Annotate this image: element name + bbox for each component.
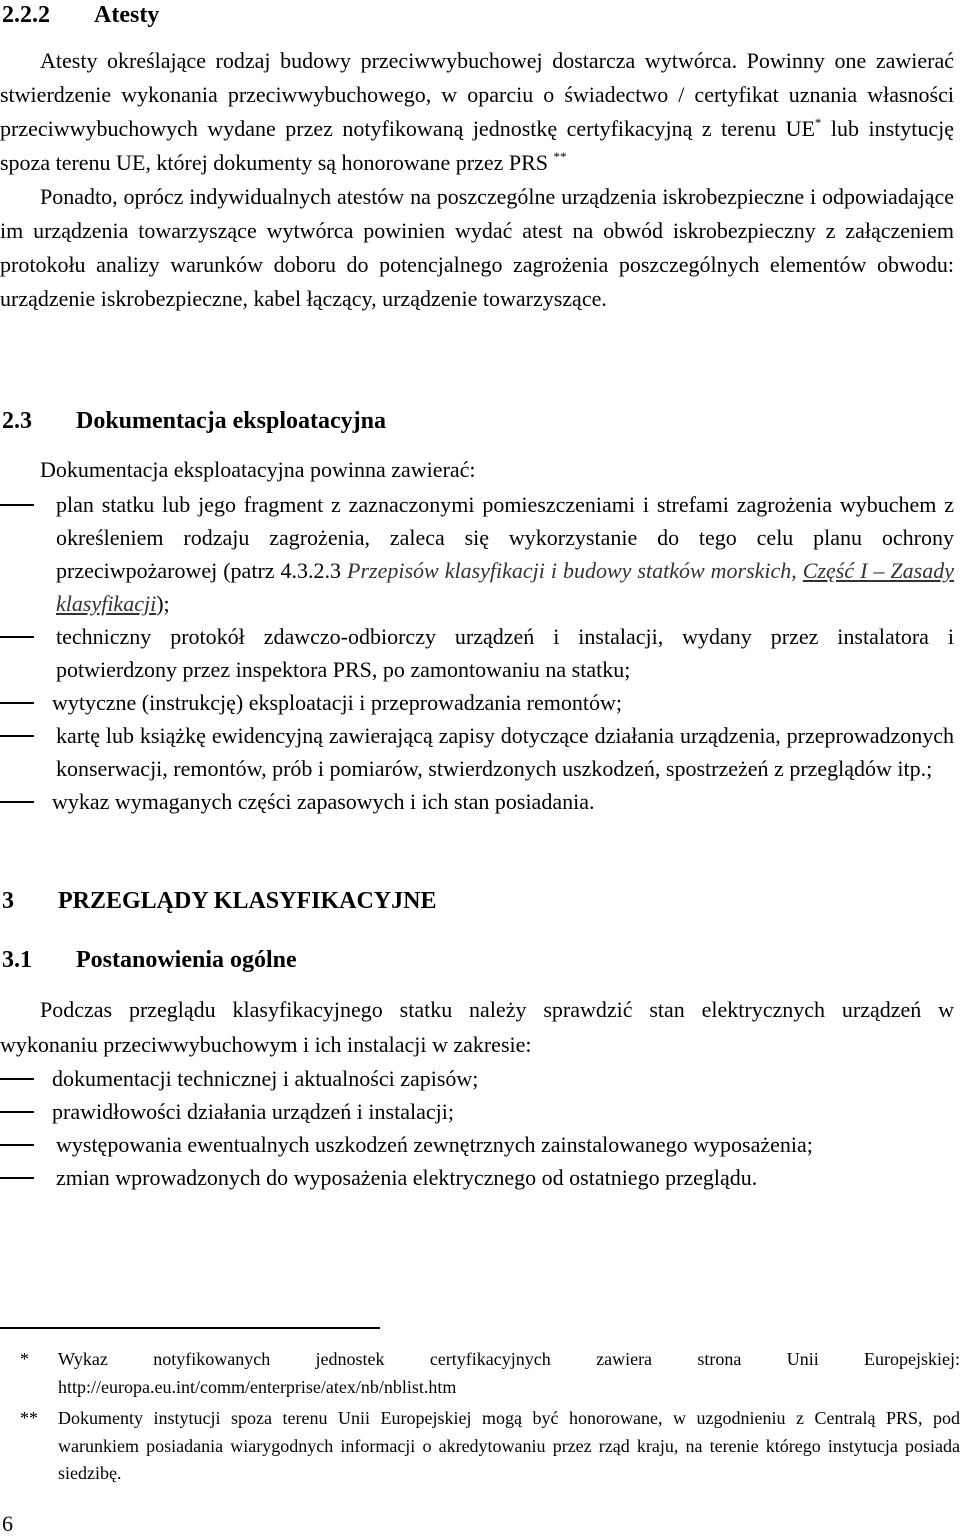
dash-bullet [0, 1144, 34, 1146]
heading-2-2-2 [2, 0, 159, 30]
heading-number: 2.2.2 [2, 2, 50, 28]
heading-number: 3.1 [2, 947, 32, 973]
heading-3-1 [2, 945, 297, 975]
footnote-1 [0, 1346, 960, 1401]
text: zmian wprowadzonych do wyposażenia elektrycznego od ostatniego przeglądu. [56, 1165, 758, 1190]
list-item [0, 686, 954, 719]
footnote-separator [0, 1327, 380, 1329]
text: dokumentacji technicznej i aktualności zapisów; [52, 1066, 479, 1091]
footnote-mark: * [20, 1349, 29, 1369]
inspection-list [0, 1062, 954, 1194]
text: lub instytucję spoza terenu UE, której dokumenty są honorowane przez PRS [0, 116, 955, 175]
dash-bullet [0, 702, 34, 704]
heading-title: Postanowienia ogólne [76, 947, 297, 973]
doc-list [0, 488, 954, 818]
text: prawidłowości działania urządzeń i instalacji; [52, 1099, 454, 1124]
section-2-2-2-body [0, 44, 954, 316]
text: plan statku lub jego fragment z zaznaczonymi pomieszczeniami i strefami zagrożenia wybuchem z określeniem rodzaju zagrożenia, zaleca się wykorzystanie do tego celu planu ochrony przeciwpożarowej (patrz 4.3.2.3 [56, 492, 954, 583]
heading-title: PRZEGLĄDY KLASYFIKACYJNE [58, 888, 437, 914]
text-italic-underline: Część I – Zasady klasyfikacji [56, 558, 954, 616]
footnote-text: Wykaz notyfikowanych jednostek certyfikacyjnych zawiera strona Unii Europejskiej: http://europa.eu.int/comm/enterprise/atex/nb/nblist.htm [58, 1349, 960, 1397]
text: kartę lub książkę ewidencyjną zawierającą zapisy dotyczące działania urządzenia, przeprowadzonych konserwacji, remontów, prób i pomiarów, stwierdzonych uszkodzeń, spostrzeżeń z przeglądów itp.; [56, 723, 954, 781]
text: wykaz wymaganych części zapasowych i ich stan posiadania. [52, 789, 595, 814]
text: techniczny protokół zdawczo-odbiorczy urządzeń i instalacji, wydany przez instalatora i potwierdzony przez inspektora PRS, po zamontowaniu na statku; [56, 624, 954, 682]
list-item [0, 1095, 954, 1128]
heading-title: Dokumentacja eksploatacyjna [76, 408, 386, 434]
footnote-ref: ** [553, 149, 567, 164]
paragraph-intro: Dokumentacja eksploatacyjna powinna zawierać: [40, 457, 476, 482]
heading-3 [2, 886, 436, 916]
footnote-2 [0, 1405, 960, 1488]
heading-title: Atesty [94, 2, 160, 28]
dash-bullet [0, 801, 34, 803]
text-italic: Przepisów klasyfikacji i budowy statków morskich, [347, 558, 803, 583]
heading-number: 3 [2, 888, 14, 914]
list-item [0, 620, 954, 686]
dash-bullet [0, 636, 34, 638]
dash-bullet [0, 504, 34, 506]
dash-bullet [0, 1111, 34, 1113]
text: ); [156, 591, 170, 616]
section-3-1-body [0, 992, 954, 1194]
heading-number: 2.3 [2, 408, 32, 434]
text: wytyczne (instrukcję) eksploatacji i przeprowadzania remontów; [52, 690, 622, 715]
footnote-ref: * [814, 115, 822, 130]
list-item [0, 1161, 954, 1194]
text: Atesty określające rodzaj budowy przeciwwybuchowej dostarcza wytwórca. Powinny one zawierać stwierdzenie wykonania przeciwwybuchowego, w oparciu o świadectwo / certyfikat uznania własności przeciwwybuchowych wydane przez notyfikowaną jednostkę certyfikacyjną z terenu UE [0, 48, 954, 141]
list-item [0, 1128, 954, 1161]
list-item [0, 488, 954, 620]
list-item [0, 785, 954, 818]
dash-bullet [0, 1078, 34, 1080]
paragraph-intro: Podczas przeglądu klasyfikacyjnego statku należy sprawdzić stan elektrycznych urządzeń w wykonaniu przeciwwybuchowym i ich instalacji w zakresie: [0, 997, 954, 1057]
dash-bullet [0, 1177, 34, 1179]
list-item [0, 719, 954, 785]
heading-2-3 [2, 406, 386, 436]
section-2-3-body [0, 453, 954, 818]
paragraph-ponadto: Ponadto, oprócz indywidualnych atestów na poszczególne urządzenia iskrobezpieczne i odpowiadające im urządzenia towarzyszące wytwórca powinien wydać atest na obwód iskrobezpieczny z załączeniem protokołu analizy warunków doboru do potencjalnego zagrożenia poszczególnych elementów obwodu: urządzenie iskrobezpieczne, kabel łączący, urządzenie towarzyszące. [0, 184, 954, 311]
dash-bullet [0, 735, 34, 737]
footnote-text: Dokumenty instytucji spoza terenu Unii Europejskiej mogą być honorowane, w uzgodnieniu z Centralą PRS, pod warunkiem posiadania wiarygodnych informacji o akredytowaniu przez rząd kraju, na terenie którego instytucja posiada siedzibę. [58, 1408, 960, 1483]
paragraph-atesty [0, 44, 954, 180]
list-item [0, 1062, 954, 1095]
page-number: 6 [2, 1511, 13, 1536]
footnote-mark: ** [20, 1408, 38, 1428]
text: występowania ewentualnych uszkodzeń zewnętrznych zainstalowanego wyposażenia; [56, 1132, 813, 1157]
